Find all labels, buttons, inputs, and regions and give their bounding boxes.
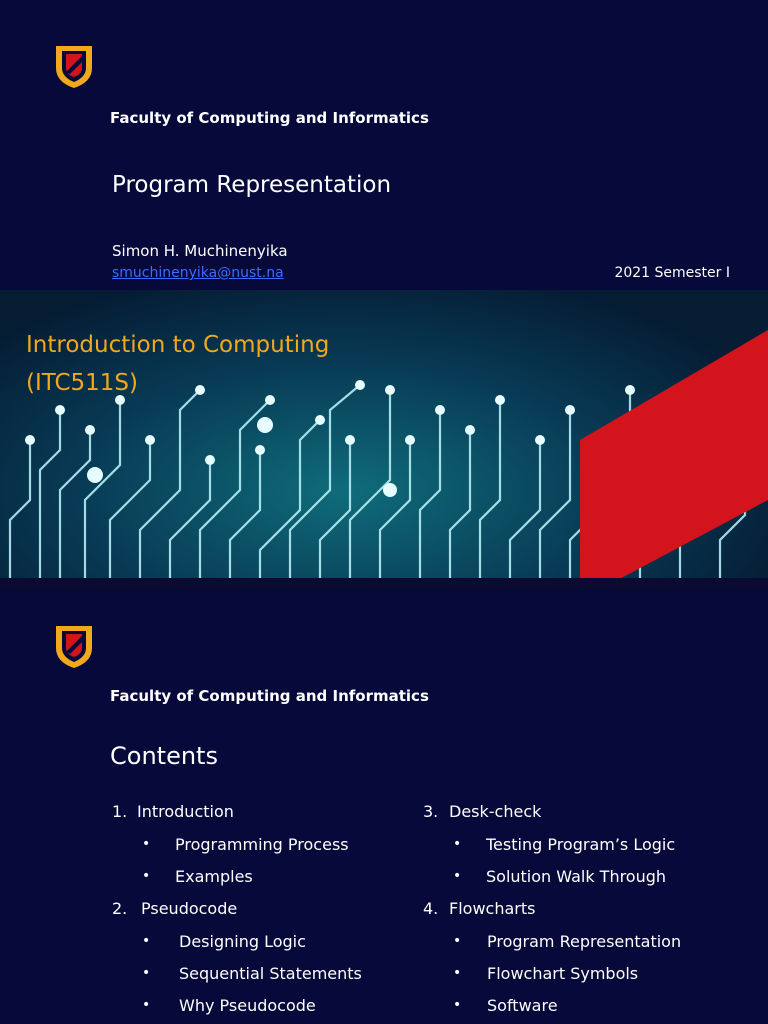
bullet: • (142, 997, 151, 1013)
bullet: • (142, 933, 151, 949)
item-pseudocode: Pseudocode (141, 899, 238, 918)
item-number-1: 1. (112, 802, 128, 821)
contents-slide (0, 590, 768, 1024)
bullet: • (142, 868, 151, 884)
subitem-solution-walk-through: Solution Walk Through (486, 867, 667, 886)
university-logo-icon (52, 42, 96, 90)
course-code: (ITC511S) (26, 370, 138, 396)
item-number-2: 2. (112, 899, 128, 918)
item-introduction: Introduction (137, 802, 234, 821)
faculty-name: Faculty of Computing and Informatics (110, 109, 429, 127)
course-title: Introduction to Computing (26, 332, 330, 358)
item-number-4: 4. (423, 899, 439, 918)
subitem-designing-logic: Designing Logic (179, 932, 306, 951)
bullet: • (453, 933, 462, 949)
bullet: • (453, 836, 462, 852)
bullet: • (453, 965, 462, 981)
item-desk-check: Desk-check (449, 802, 542, 821)
subitem-testing-logic: Testing Program’s Logic (486, 835, 676, 854)
subitem-examples: Examples (175, 867, 253, 886)
university-logo-icon (52, 622, 96, 670)
bullet: • (142, 965, 151, 981)
subitem-software: Software (487, 996, 558, 1015)
author-email-link[interactable]: smuchinenyika@nust.na (112, 265, 284, 281)
faculty-name: Faculty of Computing and Informatics (110, 687, 429, 705)
contents-title: Contents (110, 742, 218, 770)
presentation-title: Program Representation (112, 172, 392, 198)
bullet: • (453, 997, 462, 1013)
item-flowcharts: Flowcharts (449, 899, 536, 918)
bullet: • (142, 836, 151, 852)
subitem-program-representation: Program Representation (487, 932, 682, 951)
slide-separator (0, 578, 768, 590)
item-number-3: 3. (423, 802, 439, 821)
author-name: Simon H. Muchinenyika (112, 242, 288, 260)
subitem-why-pseudocode: Why Pseudocode (179, 996, 316, 1015)
semester-label: 2021 Semester I (614, 265, 730, 281)
subitem-sequential-statements: Sequential Statements (179, 964, 362, 983)
bullet: • (453, 868, 462, 884)
subitem-flowchart-symbols: Flowchart Symbols (487, 964, 639, 983)
subitem-programming-process: Programming Process (175, 835, 349, 854)
circuit-banner (0, 290, 768, 578)
